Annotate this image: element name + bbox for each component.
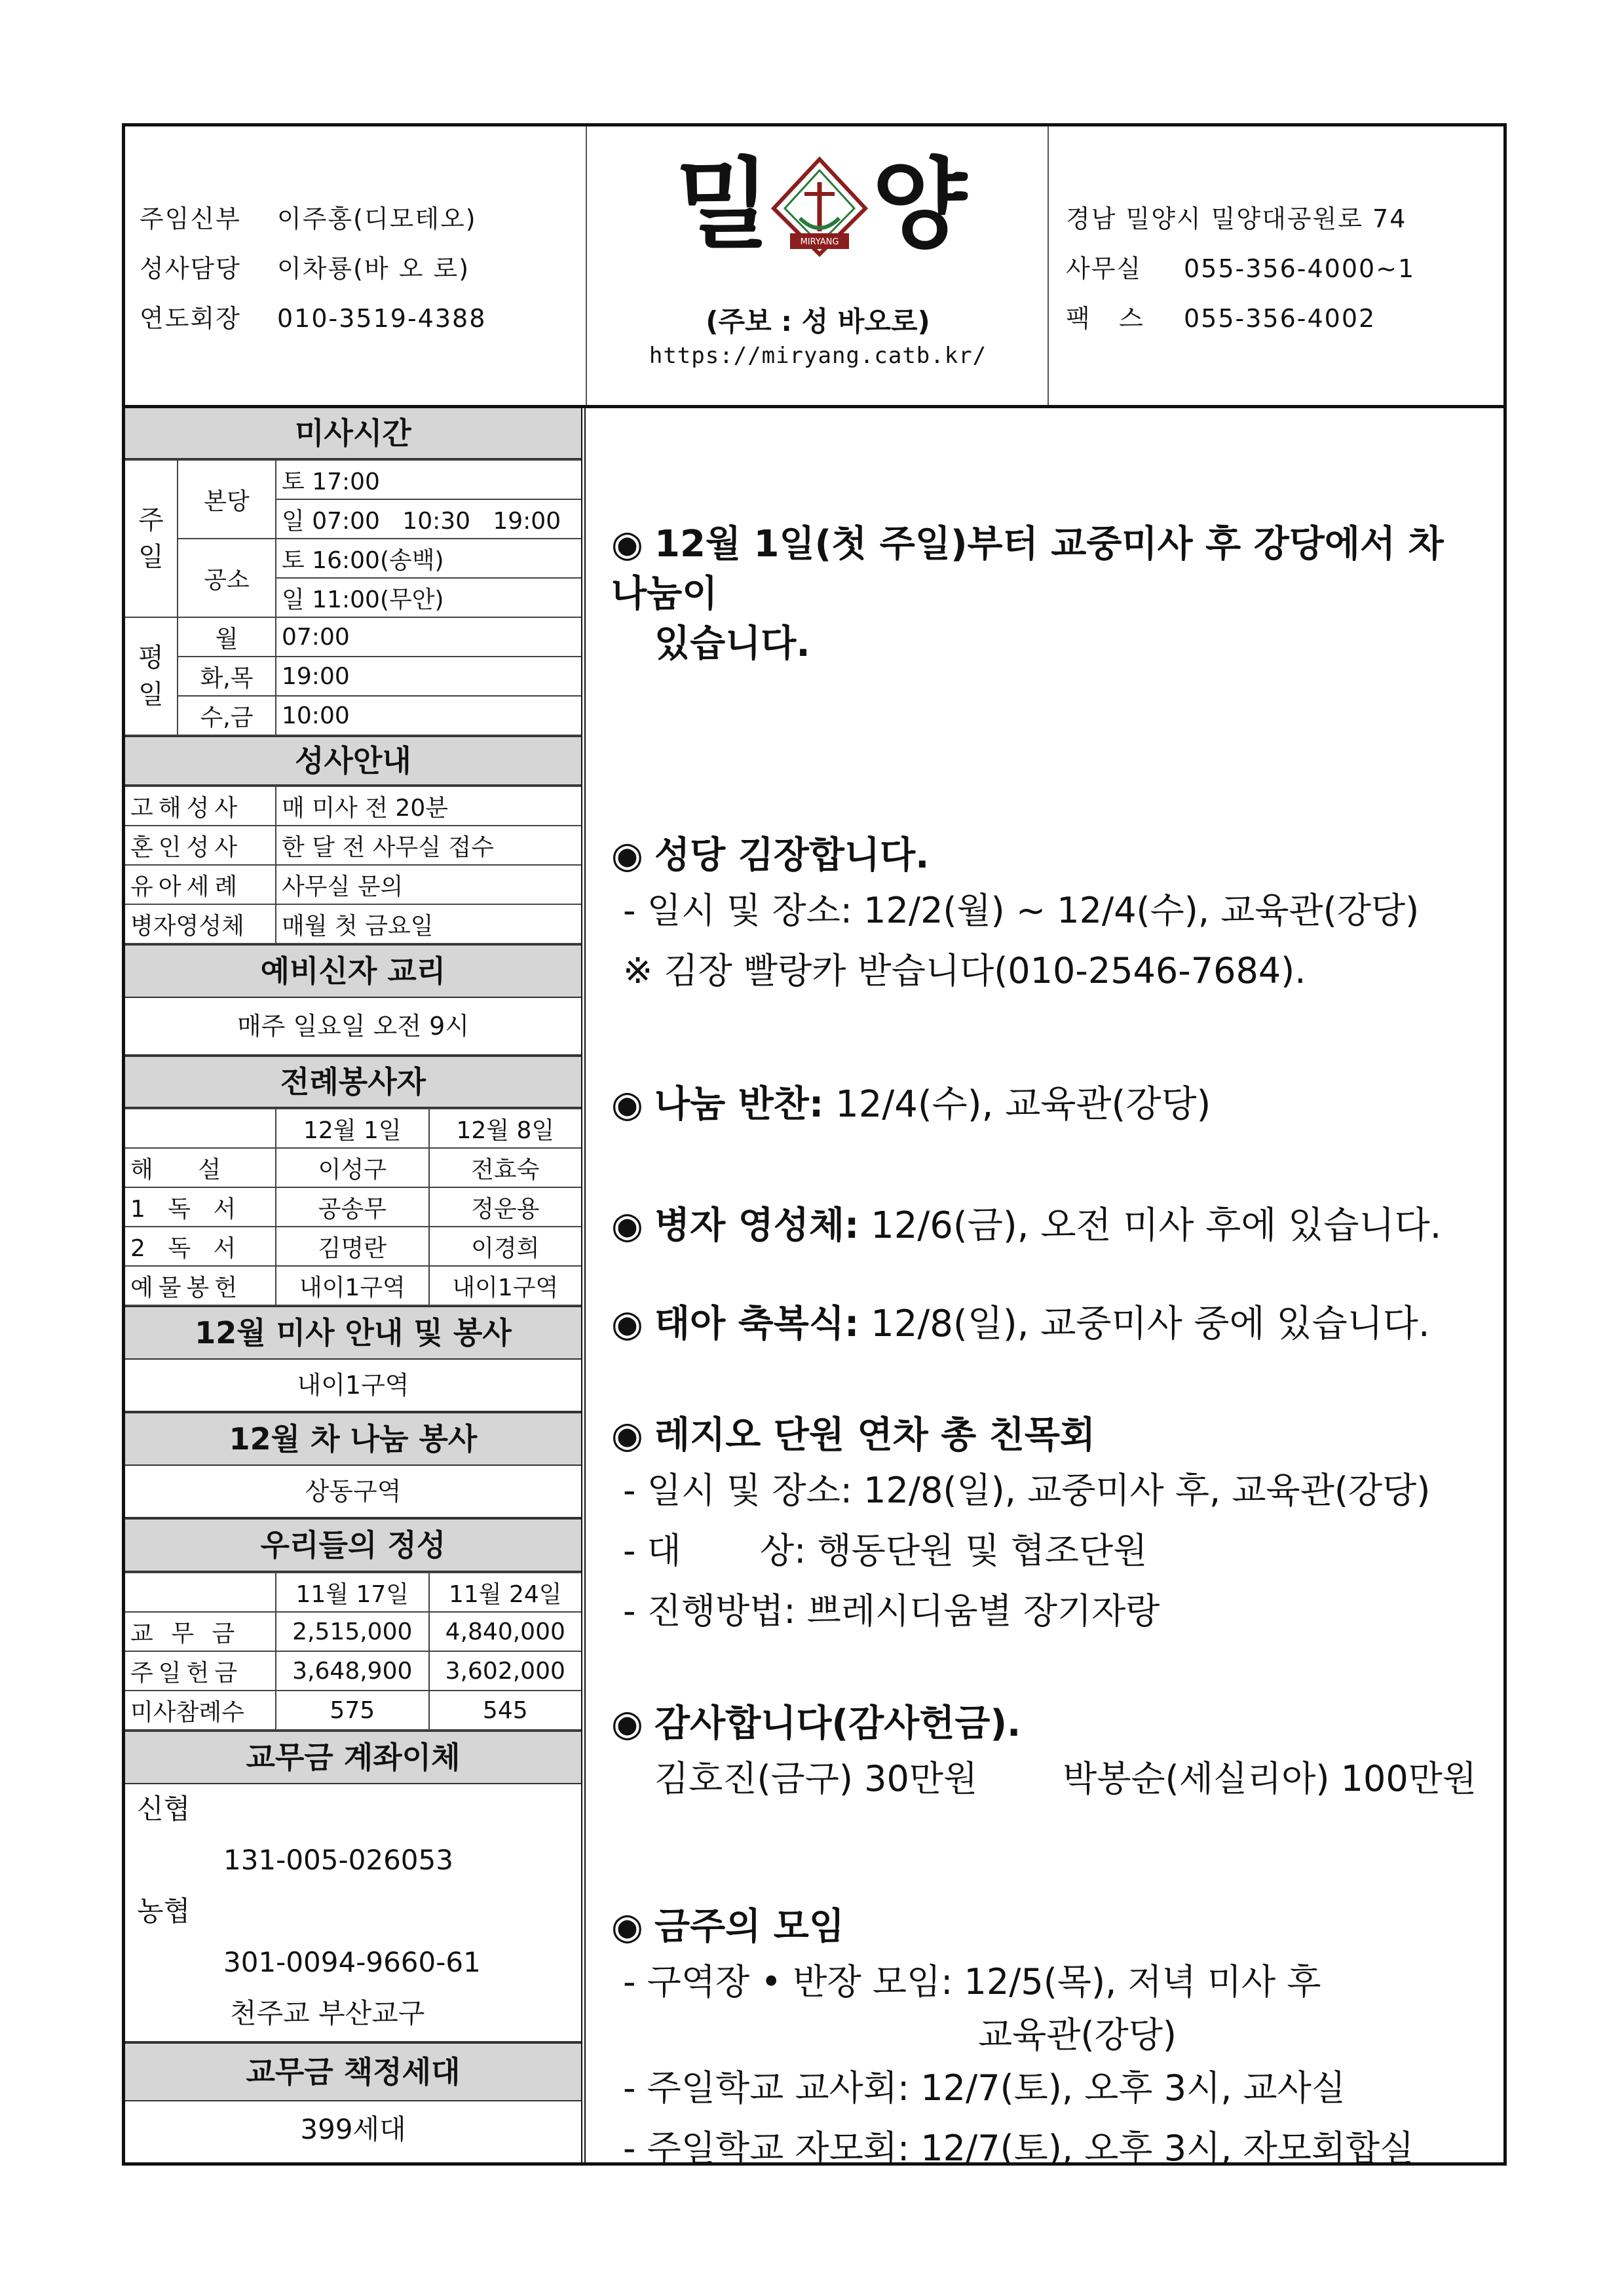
households-text: 399세대: [300, 2113, 406, 2145]
notice-kimjang: [611, 831, 1482, 1001]
office-phone-row: 사무실 055-356-4000~1: [1066, 254, 1416, 283]
sacrament-value: 매월 첫 금요일: [276, 904, 581, 944]
sidebar: [125, 408, 586, 2162]
account-heading: 교무금 계좌이체: [125, 1731, 581, 1784]
address-row: 경남 밀양시 밀양대공원로 74: [1066, 204, 1407, 233]
mass-row-4: 일 11:00(무안): [276, 578, 581, 617]
liturgy-role: 1 독 서: [125, 1187, 276, 1227]
mass-row-2: 일 07:00 10:30 19:00: [276, 499, 581, 539]
parish-title: [587, 126, 1049, 405]
bullet-icon: ◉: [611, 1303, 643, 1345]
liturgy-date: 12월 8일: [429, 1109, 581, 1148]
dec-tea-heading: 12월 차 나눔 봉사: [125, 1412, 581, 1466]
liturgy-role: 해 설: [125, 1148, 276, 1187]
sacrament-key: 혼인성사: [125, 826, 276, 865]
notice-banchan: [611, 1080, 1482, 1130]
mass-time-heading: 미사시간: [125, 408, 581, 459]
notice-line-cont: 교육관(강당): [978, 2014, 1177, 2056]
account-holder: 천주교 부산교구: [230, 1997, 425, 2029]
offering-key: 미사참례수: [125, 1691, 276, 1730]
notice-legio: [611, 1411, 1482, 1641]
notice-title: 성당 김장합니다.: [654, 834, 930, 877]
liturgy-name: 이성구: [276, 1148, 429, 1187]
sacrament-priest-row: 성사담당 이차룡(바 오 로): [140, 254, 470, 283]
notice-title: 레지오 단원 연차 총 친목회: [654, 1414, 1096, 1457]
account-block: [125, 1784, 581, 2042]
liturgy-corner: [125, 1109, 276, 1148]
sacrament-key: 유아세례: [125, 865, 276, 904]
bullet-icon: ◉: [611, 523, 643, 565]
sacrament-key: 병자영성체: [125, 904, 276, 944]
notice-line: - 주일학교 자모회: 12/7(토), 오후 3시, 자모회합실: [623, 2128, 1414, 2169]
offering-corner: [125, 1573, 276, 1612]
notice-thanks: [611, 1699, 1482, 1809]
notice-title: 태아 축복식:: [654, 1303, 859, 1345]
offering-value: 3,602,000: [429, 1651, 581, 1691]
sacrament-value: 한 달 전 사무실 접수: [276, 826, 581, 865]
donor: 박봉순(세실리아) 100만원: [1063, 1758, 1477, 1799]
liturgy-role: 2 독 서: [125, 1227, 276, 1266]
account-number: 301-0094-9660-61: [223, 1946, 481, 1978]
offering-value: 2,515,000: [276, 1612, 429, 1651]
liturgy-name: 전효숙: [429, 1148, 581, 1187]
bulletin-header: [125, 126, 1503, 408]
liturgy-date: 12월 1일: [276, 1109, 429, 1148]
notice-detail: 12/6(금), 오전 미사 후에 있습니다.: [859, 1204, 1442, 1247]
weekday-day: 월: [178, 617, 276, 657]
dec-mass-heading: 12월 미사 안내 및 봉사: [125, 1306, 581, 1360]
offering-value: 575: [276, 1691, 429, 1730]
fax-row: 팩 스 055-356-4002: [1066, 304, 1376, 333]
liturgy-heading: 전례봉사자: [125, 1056, 581, 1108]
offering-value: 4,840,000: [429, 1612, 581, 1651]
liturgy-role: 예물봉헌: [125, 1266, 276, 1305]
bulletin-subtitle: (주보 : 성 바오로): [706, 305, 930, 337]
offering-heading: 우리들의 정성: [125, 1518, 581, 1572]
notice-communion: [611, 1201, 1482, 1251]
offering-key: 교 무 금: [125, 1612, 276, 1651]
notice-title: 12월 1일(첫 주일)부터 교중미사 후 강당에서 차 나눔이: [611, 523, 1444, 615]
parish-url-link[interactable]: https://miryang.catb.kr/: [649, 343, 987, 369]
sacrament-heading: 성사안내: [125, 736, 581, 786]
offering-value: 3,648,900: [276, 1651, 429, 1691]
weekday-day: 수,금: [178, 696, 276, 735]
sacrament-value: 매 미사 전 20분: [276, 786, 581, 826]
offering-key: 주일헌금: [125, 1651, 276, 1691]
notice-line: - 구역장 • 반장 모임: 12/5(목), 저녁 미사 후: [623, 1961, 1321, 2002]
notice-detail: 12/4(수), 교육관(강당): [823, 1083, 1211, 1126]
households-heading: 교무금 책정세대: [125, 2042, 581, 2101]
offering-value: 545: [429, 1691, 581, 1730]
liturgy-name: 김명란: [276, 1227, 429, 1266]
notice-title-cont: 있습니다.: [654, 622, 810, 665]
liturgy-name: 내이1구역: [429, 1266, 581, 1305]
emblem-caption: MIRYANG: [800, 237, 839, 247]
weekday-time: 07:00: [276, 617, 581, 657]
sunday-label: 주일: [125, 460, 178, 617]
bullet-icon: ◉: [611, 1204, 643, 1247]
mass-row-1: 토 17:00: [276, 460, 581, 499]
notice-title: 금주의 모임: [654, 1905, 844, 1948]
bullet-icon: ◉: [611, 1414, 643, 1457]
bullet-icon: ◉: [611, 834, 643, 877]
mass-time-table: [125, 459, 581, 736]
notice-blessing: [611, 1299, 1482, 1349]
catechumen-heading: 예비신자 교리: [125, 944, 581, 998]
account-number: 131-005-026053: [223, 1844, 453, 1876]
donor: 김호진(금구) 30만원: [654, 1758, 978, 1799]
mass-row-3: 토 16:00(송백): [276, 539, 581, 578]
notice-title: 병자 영성체:: [654, 1204, 859, 1247]
liturgy-name: 공송무: [276, 1187, 429, 1227]
offering-date: 11월 17일: [276, 1573, 429, 1612]
notice-line: - 주일학교 교사회: 12/7(토), 오후 3시, 교사실: [623, 2067, 1346, 2109]
sacrament-value: 사무실 문의: [276, 865, 581, 904]
bullet-icon: ◉: [611, 1083, 643, 1126]
dec-tea-text: 상동구역: [125, 1466, 581, 1518]
weekday-time: 10:00: [276, 696, 581, 735]
logo-left-char: 밀: [675, 148, 770, 262]
bank-name: 농협: [137, 1895, 191, 1927]
notice-detail: 12/8(일), 교중미사 중에 있습니다.: [859, 1303, 1430, 1345]
sacrament-table: [125, 786, 581, 944]
contact-info: [1049, 126, 1503, 405]
notices: [592, 408, 1503, 2169]
weekday-label: 평일: [125, 617, 178, 735]
liturgy-name: 정운용: [429, 1187, 581, 1227]
bullet-icon: ◉: [611, 1905, 643, 1948]
liturgy-name: 내이1구역: [276, 1266, 429, 1305]
weekday-day: 화,목: [178, 657, 276, 696]
pastor-row: 주임신부 이주홍(디모테오): [140, 204, 477, 233]
clergy-info: [125, 126, 587, 405]
parish-emblem-icon: [770, 156, 869, 261]
bank-name: 신협: [137, 1793, 191, 1825]
bullet-icon: ◉: [611, 1702, 643, 1745]
sacrament-key: 고해성사: [125, 786, 276, 826]
logo-right-char: 양: [872, 148, 967, 262]
liturgy-table: [125, 1108, 581, 1306]
dec-mass-text: 내이1구역: [125, 1360, 581, 1412]
notice-title: 감사합니다(감사헌금).: [654, 1702, 1021, 1745]
notice-title: 나눔 반찬:: [654, 1083, 824, 1126]
notice-line: - 대 상: 행동단원 및 협조단원: [623, 1530, 1148, 1571]
notice-line: - 일시 및 장소: 12/2(월) ~ 12/4(수), 교육관(강당): [623, 890, 1420, 931]
catechumen-text: 매주 일요일 오전 9시: [125, 998, 581, 1056]
offering-table: [125, 1572, 581, 1731]
notice-line: - 일시 및 장소: 12/8(일), 교중미사 후, 교육관(강당): [623, 1470, 1431, 1511]
yeondo-row: 연도회장 010-3519-4388: [140, 304, 487, 333]
liturgy-name: 이경희: [429, 1227, 581, 1266]
weekday-time: 19:00: [276, 657, 581, 696]
notice-line: - 진행방법: 쁘레시디움별 장기자랑: [623, 1590, 1160, 1632]
notice-tea: [611, 520, 1482, 669]
bondang-label: 본당: [178, 460, 276, 539]
gongso-label: 공소: [178, 539, 276, 617]
notice-line: ※ 김장 빨랑카 받습니다(010-2546-7684).: [623, 950, 1306, 991]
parish-logo: [587, 148, 1049, 262]
offering-date: 11월 24일: [429, 1573, 581, 1612]
notice-meetings: [611, 1902, 1482, 2179]
bulletin-frame: [122, 123, 1507, 2169]
